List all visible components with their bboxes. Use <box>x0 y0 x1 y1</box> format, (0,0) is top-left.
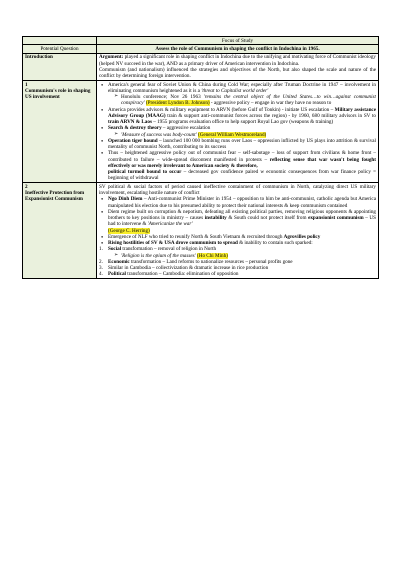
list-item: ➢ 'Measure of success was body-count' (General William Westmoreland) <box>121 132 376 138</box>
focus-label: Focus of Study <box>97 37 379 45</box>
question-row <box>23 45 379 53</box>
list-item: ● Diem regime built on corruption & nepotism, defeating all existing political parties, removing religious opponents & appointing brothers to key positions in ministry – causes instability & South could not protect itself from expansionist communism – US had to intervene & 'Americanize the war' (George C. Herring) <box>108 209 376 234</box>
list-item: ● Thus – heightened aggressive policy out of communist fear – self-sabotage – loss of support from civilians & home front – contributed to failure – wide-spread discontent manifested in protests – reflecting sense that war wasn't being fought effectively or was merely irrelevant to American society & therefore, political turmoil bound to occur – decreased gov confidence paired w economic consequences from war finance policy = beginning of withdrawal <box>108 150 376 181</box>
section-2-label: 2 Ineffective Protection from Expansionist Communism <box>23 183 97 279</box>
question-text: Assess the role of Communism in shaping the conflict in Indochina in 1965. <box>97 45 379 53</box>
list-item: ● America's general fear of Soviet Union & China during Cold War; especially after Truman Doctrine in 1947 – involvement in eliminating communism heightened as it is a 'threat to Capitalist world order' ➢ Honolulu conference; Nov 26 1963 'remains the central object of the United States…to win…against communist conspiracy' (President Lyndon B. Johnson) - aggressive policy – engage in war they have no reason to <box>108 82 376 107</box>
list-item: ● America provides advisors & military equipment to ARVN (before Gulf of Tonkin) - initiate US escalation – Military assistance Advisory Group (MAAG) train & support anti-communist forces across the region) - by 1960, 680 military advisors in SV to train ARVN & Laos – 1955 programs evaluation office to help support Royal Lao gov (weapons & training) <box>108 107 376 126</box>
section-2-row <box>23 183 379 279</box>
list-item: ➢ Honolulu conference; Nov 26 1963 'remains the central object of the United States…to win…against communist conspiracy' (President Lyndon B. Johnson) - aggressive policy – engage in war they have no reason to <box>121 94 376 107</box>
list-item: ➢ 'Religion is the opium of the masses' (Ho Chi Minh) <box>121 253 376 259</box>
list-item: ● Ngo Dinh Diem – Anti-communist Prime Minister in 1954 – opposition to him be anti-communist, catholic agenda but America manipulated his election due to his presumed ability to protect their national interests & keep communism contained <box>108 196 376 209</box>
list-item: ● Emergence of NLF who tried to reunify North & South Vietnam & recruited through Agrovilles policy <box>108 234 376 240</box>
section-1-label: 1 Communism's role in shaping US involvement <box>23 81 97 183</box>
intro-label: Introduction <box>23 53 97 80</box>
highlighted-quote-source: (George C. Herring) <box>108 227 150 234</box>
highlighted-quote-source: (President Lyndon B. Johnson) <box>145 100 210 107</box>
transformation-list <box>99 246 376 277</box>
list-item: ● Rising hostilities of SV & USA drove communism to spread & inability to contain such sparked: <box>108 240 376 246</box>
section-2-intro: SV political & social factors of period caused ineffective containment of communism in North, catalyzing direct US military involvement, escalating hostile nature of conflict <box>99 183 376 197</box>
list-item: 3. Similar in Cambodia – collectivization & dramatic increase in rice production <box>99 265 269 272</box>
highlighted-quote-source: (General William Westmoreland) <box>197 131 267 138</box>
notes-table <box>22 36 379 279</box>
section-1-row <box>23 81 379 183</box>
list-item: 1. Social transformation – removal of religion in North ➢ 'Religion is the opium of the masses' (Ho Chi Minh) <box>108 246 376 259</box>
list-item: 4. Political transformation – Cambodia: elimination of opposition <box>99 271 239 278</box>
section-2-content <box>97 183 379 279</box>
focus-header-row <box>23 37 379 45</box>
list-item: ● Search & destroy theory – aggressive escalation ➢ 'Measure of success was body-count' (General William Westmoreland) <box>108 125 376 138</box>
list-item: ● Operation tiger hound – launched 100 000 bombing runs over Laos – oppression inflicted by US plays into attrition & survival mentality of communist North, contributing to its success <box>108 138 376 151</box>
section-1-list <box>99 82 376 182</box>
highlighted-quote-source: (Ho Chi Minh) <box>197 252 228 259</box>
study-notes-page <box>22 36 378 279</box>
list-item: 2. Economic transformation – Land reforms to nationalize resources – personal profits gone <box>99 258 293 265</box>
section-2-list <box>99 196 376 246</box>
potential-question-label: Potential Question <box>23 45 97 53</box>
intro-content: Argument: played a significant role in shaping conflict in Indochina due to the unifying and motivating force of Communist ideology (helped NV succeed in the war), AND as a primary driver of American intervention in Indochina. Communism (and nationalism) influenced the strategies and objectives of the North, but also shaped the scale and nature of the conflict by determining foreign intervention. <box>97 53 379 80</box>
intro-row <box>23 53 379 80</box>
section-1-content <box>97 81 379 183</box>
